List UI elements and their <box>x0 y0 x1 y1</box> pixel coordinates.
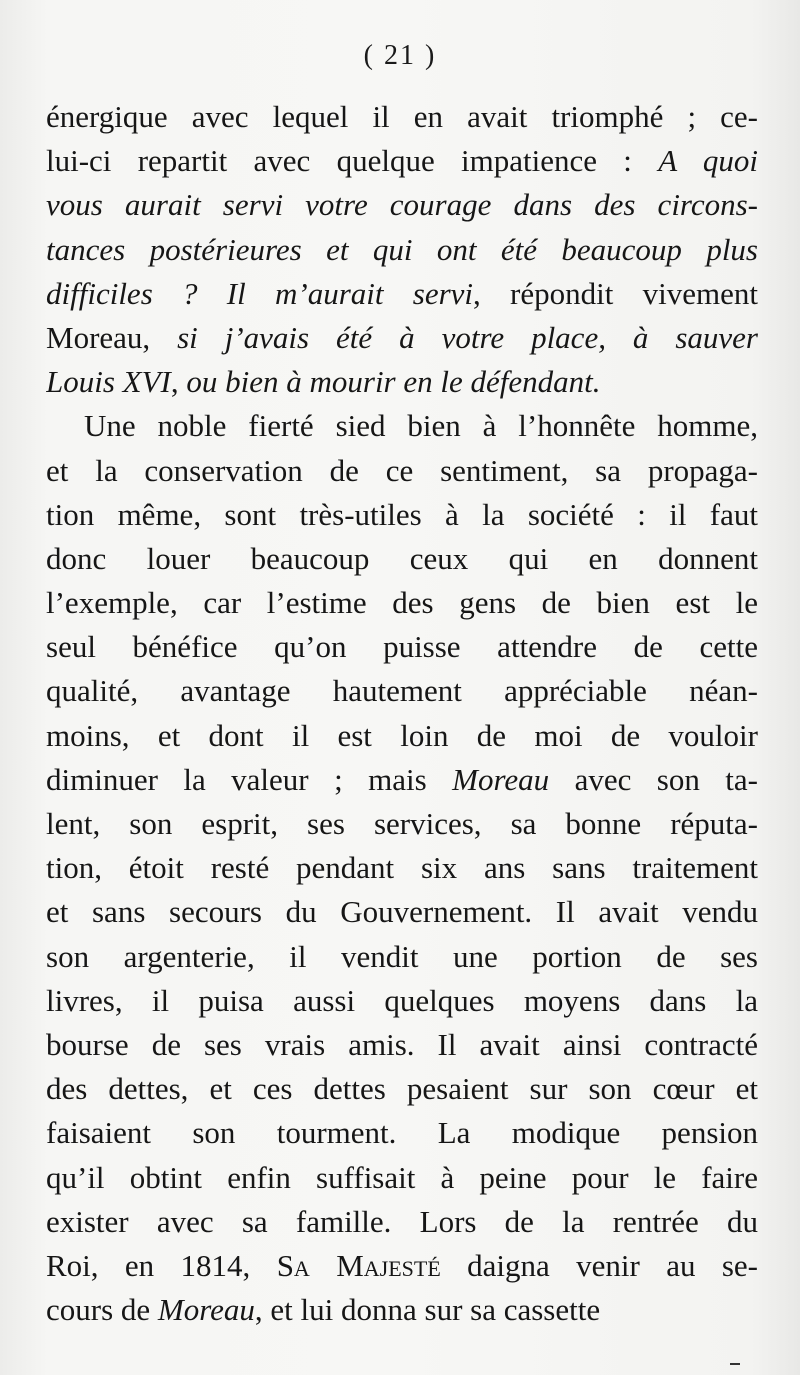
italic-text: ou bien à mourir en le défendant. <box>186 364 601 400</box>
text-segment: , répondit vivement <box>473 275 758 311</box>
text-line <box>46 890 758 934</box>
italic-text: Moreau <box>157 1292 255 1328</box>
body-text <box>46 95 758 1332</box>
text-line <box>46 846 758 890</box>
text-segment: des dettes, et ces dettes pesaient sur son cœur et <box>46 1071 758 1107</box>
italic-text: si j’avais été à votre place, à sauver <box>177 319 758 355</box>
text-segment: , <box>170 364 187 400</box>
text-line <box>46 95 758 139</box>
text-segment: l’exemple, car l’estime des gens de bien est le <box>46 585 758 621</box>
text-segment: avec son ta- <box>549 761 758 797</box>
text-segment: , et lui donna sur sa cassette <box>254 1292 601 1328</box>
text-segment: Moreau, <box>46 319 178 355</box>
text-segment: diminuer la valeur ; mais <box>46 761 453 797</box>
text-line <box>46 714 758 758</box>
text-line <box>46 1111 758 1155</box>
text-segment: Une noble fierté sied bien à l’honnête homme, <box>84 408 758 444</box>
small-caps-text: Sa Majesté <box>276 1247 441 1283</box>
text-line <box>46 183 758 227</box>
text-segment: daigna venir au se- <box>440 1247 758 1283</box>
text-segment: énergique avec lequel il en avait triomphé ; ce- <box>46 99 758 134</box>
text-segment: seul bénéfice qu’on puisse attendre de cette <box>46 629 758 665</box>
text-line <box>46 272 758 316</box>
text-segment: son argenterie, il vendit une portion de ses <box>46 938 758 974</box>
text-line <box>46 493 758 537</box>
text-segment: lui-ci repartit avec quelque impatience : <box>46 143 659 179</box>
text-segment: donc louer beaucoup ceux qui en donnent <box>46 540 758 576</box>
text-line <box>46 1067 758 1111</box>
italic-text: Moreau <box>452 761 550 797</box>
text-segment: qualité, avantage hautement appréciable néan- <box>46 673 758 709</box>
text-segment: cours de <box>46 1292 158 1328</box>
text-line <box>46 1200 758 1244</box>
text-line <box>46 360 758 404</box>
page-mark <box>730 1363 740 1365</box>
italic-text: difficiles ? Il m’aurait servi <box>46 275 474 311</box>
text-line <box>46 316 758 360</box>
text-segment: et sans secours du Gouvernement. Il avait vendu <box>46 894 758 930</box>
text-line <box>46 1156 758 1200</box>
italic-text: Louis XVI <box>46 364 171 400</box>
text-segment: qu’il obtint enfin suffisait à peine pour le faire <box>46 1159 758 1195</box>
text-line <box>46 1288 758 1332</box>
text-segment: faisaient son tourment. La modique pension <box>46 1115 758 1151</box>
text-line <box>46 1244 758 1288</box>
text-line <box>46 581 758 625</box>
text-segment: livres, il puisa aussi quelques moyens dans la <box>46 982 758 1018</box>
italic-text: tances postérieures et qui ont été beaucoup plus <box>46 231 758 267</box>
italic-text: A quoi <box>658 143 758 179</box>
text-line <box>46 449 758 493</box>
text-line <box>46 228 758 272</box>
text-line <box>46 537 758 581</box>
text-line <box>46 935 758 979</box>
text-segment: Roi, en 1814, <box>46 1247 277 1283</box>
text-line <box>46 625 758 669</box>
text-line <box>46 139 758 183</box>
text-segment: lent, son esprit, ses services, sa bonne réputa- <box>46 806 758 841</box>
text-line <box>46 802 758 846</box>
text-line <box>46 404 758 448</box>
text-line <box>46 758 758 802</box>
text-segment: moins, et dont il est loin de moi de vouloir <box>46 717 758 753</box>
text-line <box>46 669 758 713</box>
text-segment: exister avec sa famille. Lors de la rentrée du <box>46 1203 758 1239</box>
text-line <box>46 1023 758 1067</box>
page-number: ( 21 ) <box>363 40 437 71</box>
text-segment: tion, étoit resté pendant six ans sans traitement <box>46 850 758 886</box>
text-segment: bourse de ses vrais amis. Il avait ainsi contracté <box>46 1026 758 1062</box>
text-line <box>46 979 758 1023</box>
text-segment: et la conservation de ce sentiment, sa propaga- <box>46 452 758 488</box>
italic-text: vous aurait servi votre courage dans des circons- <box>46 187 758 223</box>
text-segment: tion même, sont très-utiles à la société : il faut <box>46 496 758 532</box>
